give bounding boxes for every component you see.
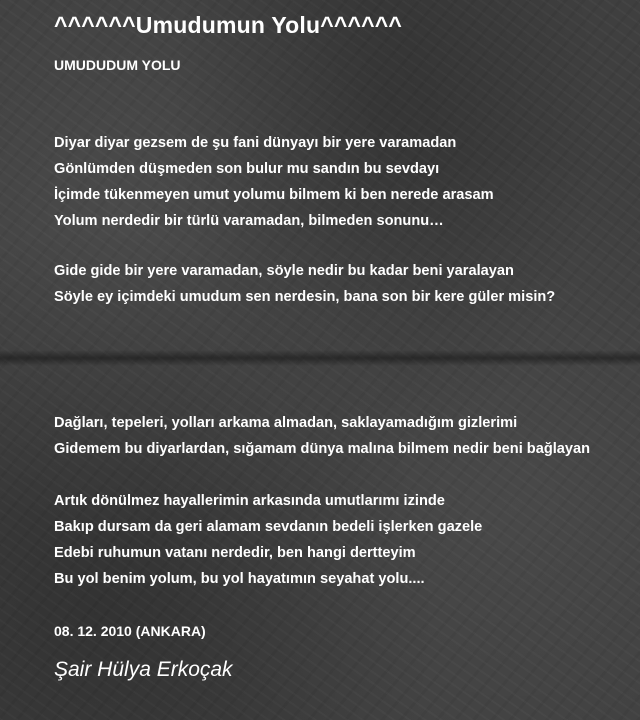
- poem-line: Söyle ey içimdeki umudum sen nerdesin, bana son bir kere güler misin?: [54, 289, 556, 305]
- poem-author: Şair Hülya Erkoçak: [54, 658, 233, 681]
- poem-line: Artık dönülmez hayallerimin arkasında umutlarımı izinde: [54, 493, 445, 509]
- poem-line: İçimde tükenmeyen umut yolumu bilmem ki ben nerede arasam: [54, 187, 494, 203]
- poem-card-top: [0, 0, 640, 358]
- poem-line: Bu yol benim yolum, bu yol hayatımın seyahat yolu....: [54, 571, 425, 587]
- stanza-2: [54, 258, 555, 310]
- poem-title: ^^^^^^Umudumun Yolu^^^^^^: [54, 12, 403, 38]
- stanza-1: [54, 130, 494, 234]
- poem-line: Gidemem bu diyarlardan, sığamam dünya malına bilmem nedir beni bağlayan: [54, 441, 591, 457]
- poem-line: Gönlümden düşmeden son bulur mu sandın bu sevdayı: [54, 161, 440, 177]
- poem-line: Yolum nerdedir bir türlü varamadan, bilmeden sonunu…: [54, 213, 444, 229]
- poem-line: Edebi ruhumun vatanı nerdedir, ben hangi dertteyim: [54, 545, 416, 561]
- poem-card-bottom: [0, 358, 640, 720]
- poem-line: Bakıp dursam da geri alamam sevdanın bedeli işlerken gazele: [54, 519, 483, 535]
- poem-date: 08. 12. 2010 (ANKARA): [54, 623, 206, 639]
- poem-line: Gide gide bir yere varamadan, söyle nedir bu kadar beni yaralayan: [54, 263, 514, 279]
- poem-subtitle: UMUDUDUM YOLU: [54, 57, 181, 73]
- stanza-4: [54, 488, 482, 592]
- poem-line: Diyar diyar gezsem de şu fani dünyayı bir yere varamadan: [54, 135, 457, 151]
- poem-line: Dağları, tepeleri, yolları arkama almadan, saklayamadığım gizlerimi: [54, 415, 518, 431]
- stanza-3: [54, 410, 590, 462]
